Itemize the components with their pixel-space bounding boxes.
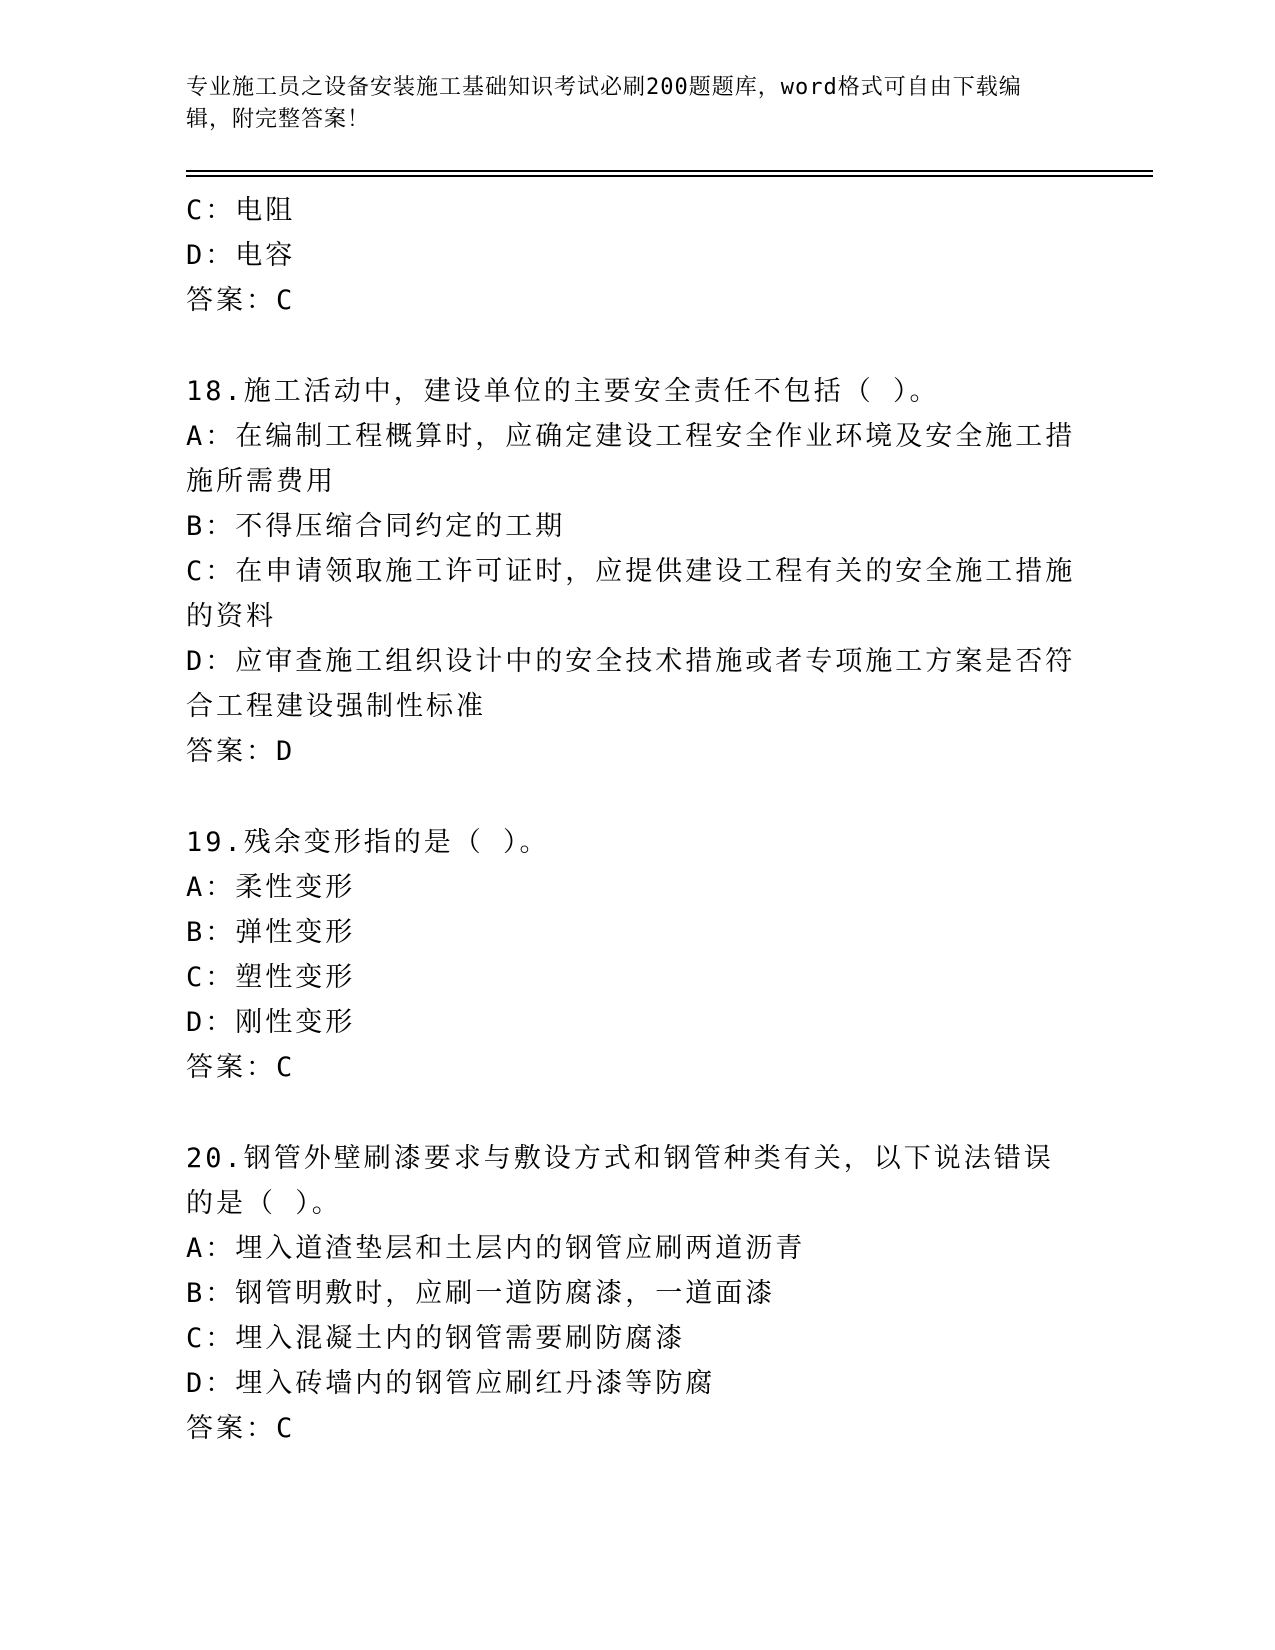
answer: 答案：D <box>186 736 296 767</box>
option-a: A：埋入道渣垫层和土层内的钢管应刷两道沥青 <box>186 1233 806 1264</box>
question-stem: 19.残余变形指的是（ ）。 <box>186 827 550 858</box>
option-d: D：电容 <box>186 240 296 271</box>
header-rule-bottom <box>186 175 1153 177</box>
option-a: A：柔性变形 <box>186 872 356 903</box>
option-c: C：埋入混凝土内的钢管需要刷防腐漆 <box>186 1323 686 1354</box>
option-d: D：应审查施工组织设计中的安全技术措施或者专项施工方案是否符合工程建设强制性标准 <box>186 646 1076 722</box>
option-a: A：在编制工程概算时，应确定建设工程安全作业环境及安全施工措施所需费用 <box>186 421 1076 497</box>
question-18 <box>186 369 1076 774</box>
page-header: 专业施工员之设备安装施工基础知识考试必刷200题题库，word格式可自由下载编辑，附完整答案！ <box>186 75 1022 132</box>
option-d: D：埋入砖墙内的钢管应刷红丹漆等防腐 <box>186 1368 716 1399</box>
option-b: B：不得压缩合同约定的工期 <box>186 511 566 542</box>
question-stem: 20.钢管外壁刷漆要求与敷设方式和钢管种类有关，以下说法错误的是（ ）。 <box>186 1143 1054 1219</box>
document-body <box>186 188 1076 1451</box>
option-b: B：弹性变形 <box>186 917 356 948</box>
question-stem: 18.施工活动中，建设单位的主要安全责任不包括（ ）。 <box>186 376 940 407</box>
option-c: C：电阻 <box>186 195 296 226</box>
header-rule-top <box>186 170 1153 172</box>
option-d: D：刚性变形 <box>186 1007 356 1038</box>
question-19 <box>186 820 1076 1090</box>
answer: 答案：C <box>186 1413 296 1444</box>
option-c: C：塑性变形 <box>186 962 356 993</box>
answer: 答案：C <box>186 1052 296 1083</box>
option-b: B：钢管明敷时，应刷一道防腐漆，一道面漆 <box>186 1278 776 1309</box>
question-20 <box>186 1136 1076 1451</box>
option-c: C：在申请领取施工许可证时，应提供建设工程有关的安全施工措施的资料 <box>186 556 1076 632</box>
answer: 答案：C <box>186 285 296 316</box>
question-continued <box>186 188 1076 323</box>
